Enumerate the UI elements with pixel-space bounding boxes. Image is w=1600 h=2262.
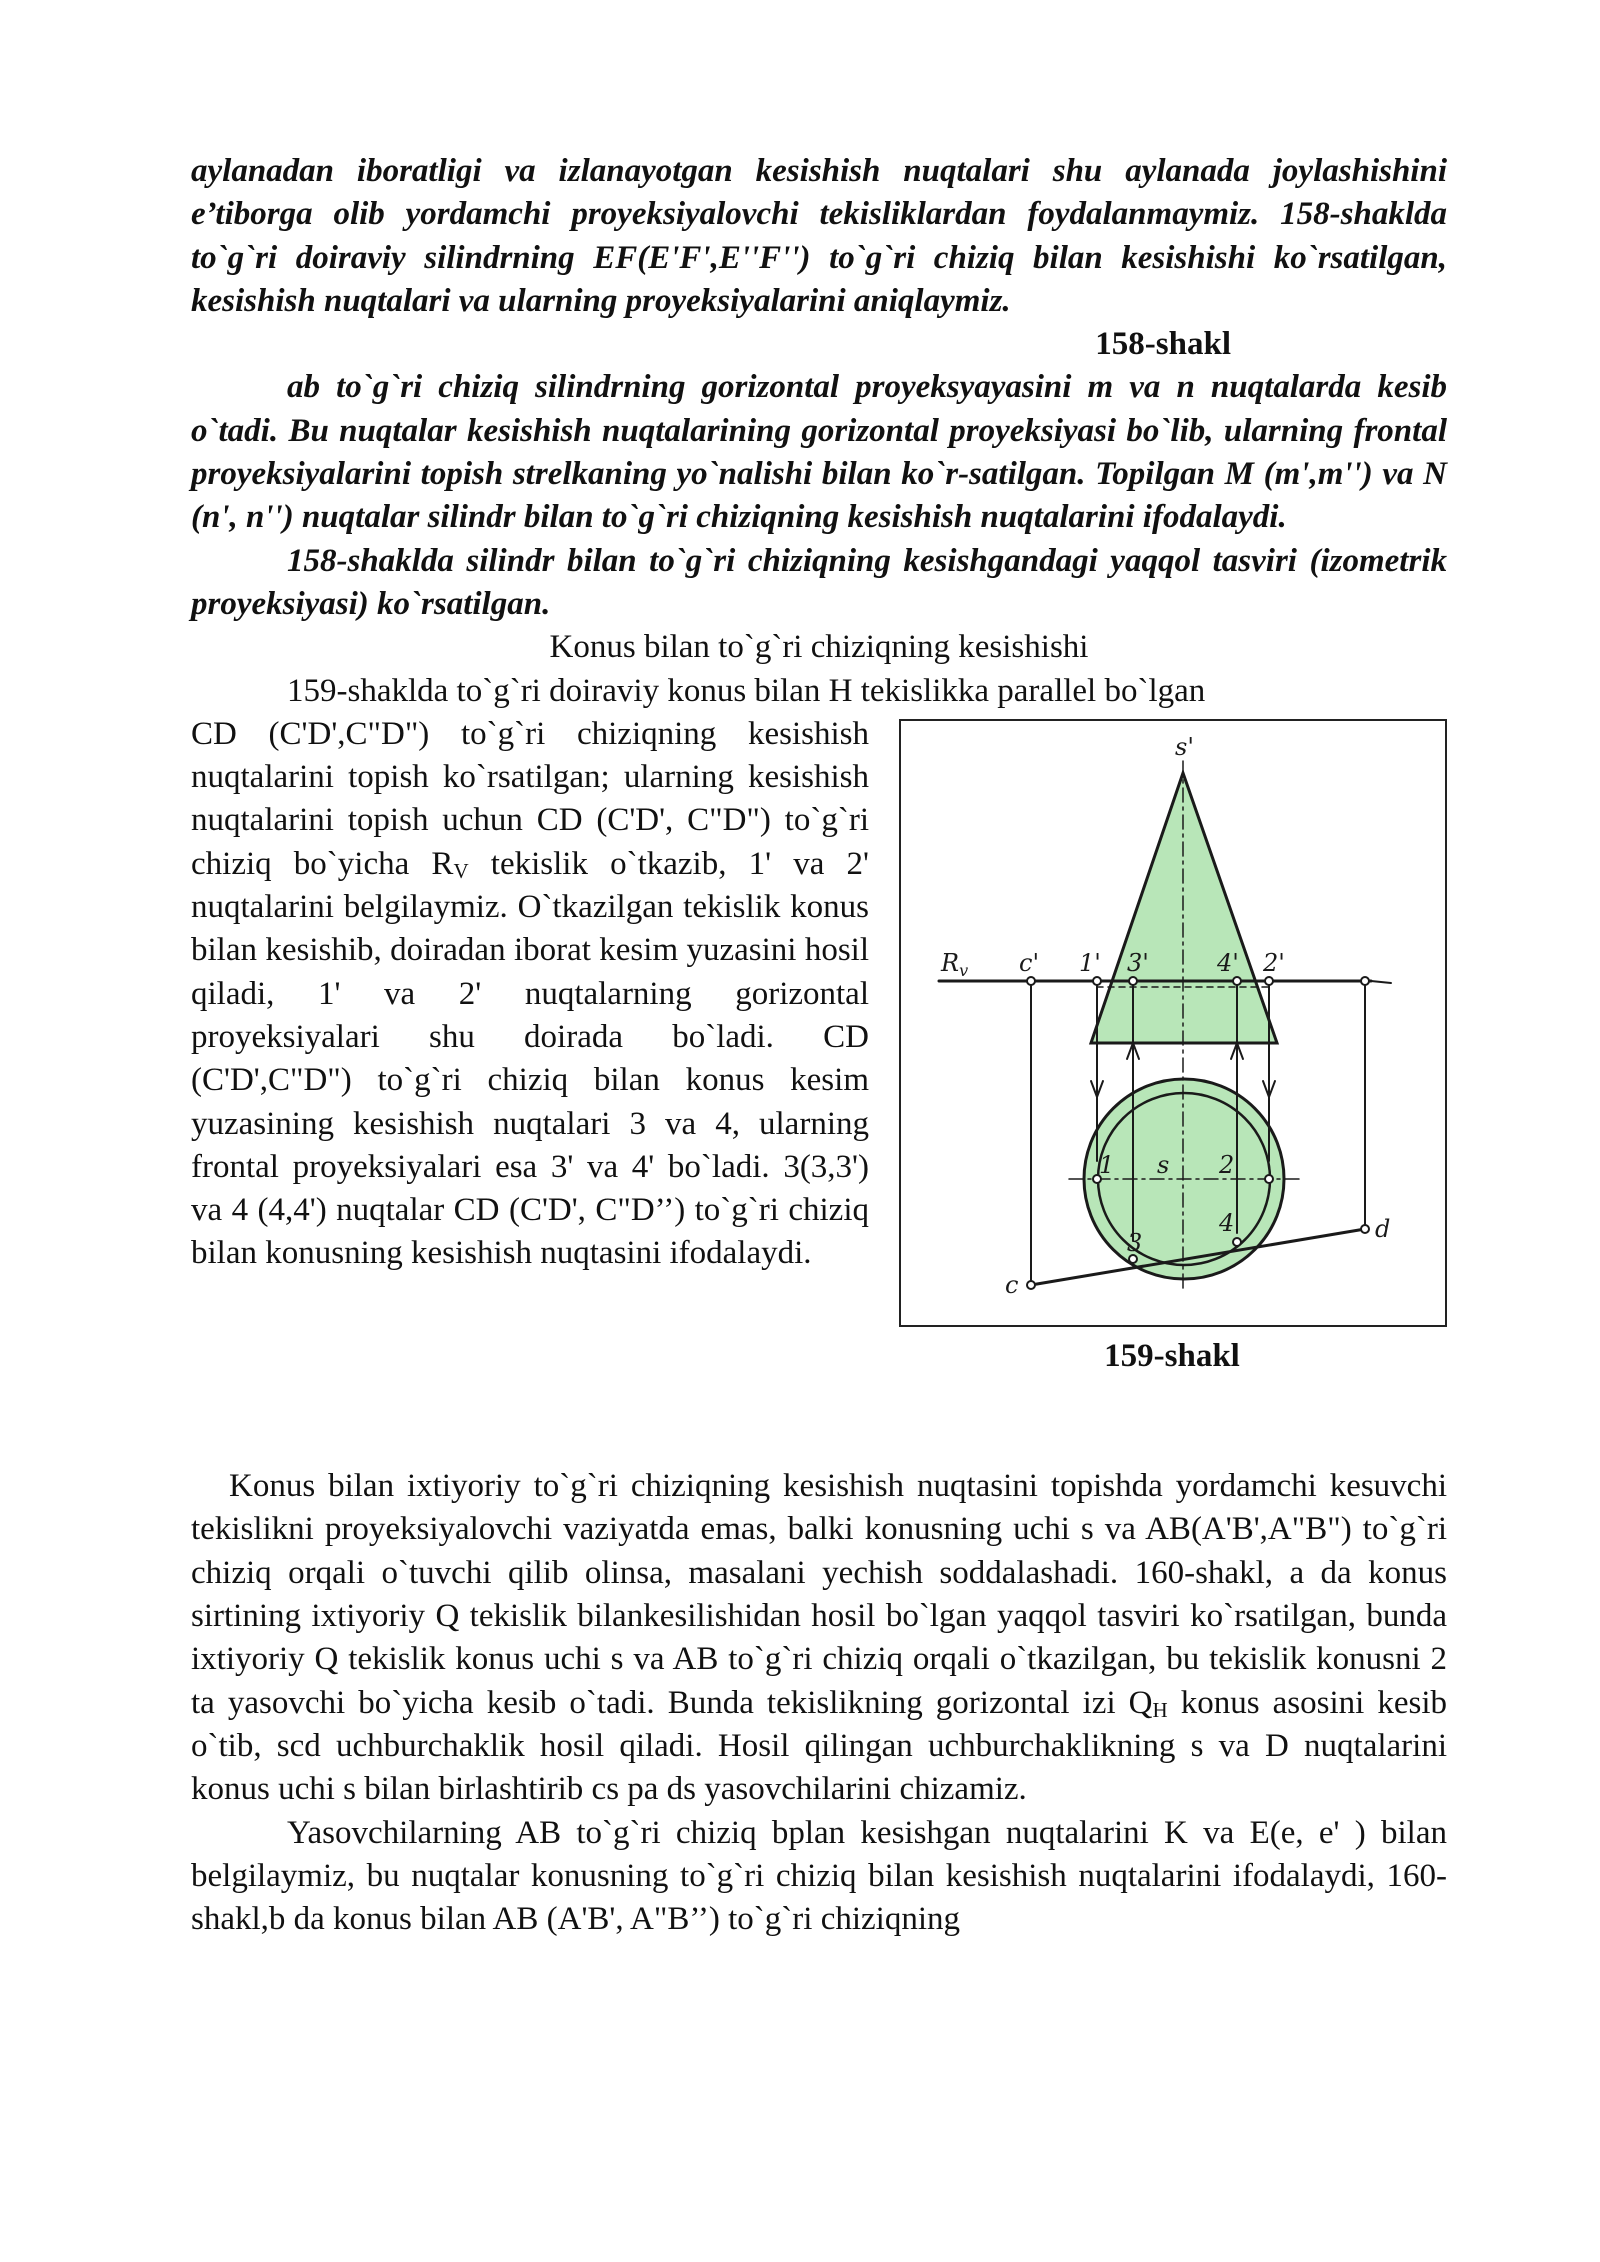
paragraph-intro: aylanadan iboratligi va izlanayotgan kesishish nuqtalari shu aylanada joylashishini e’tiborga olib yordamchi proyeksiyalovchi tekisliklardan foydalanmaymiz. 158-shaklda to`g`ri doiraviy silindrning EF(E'F',E''F'') to`g`ri chiziq bilan kesishishi ko`rsatilgan, kesishish nuqtalari va ularning proyeksiyalarini aniqlaymiz. bbox=[191, 153, 1447, 319]
label-2: 2 bbox=[1219, 1150, 1235, 1179]
figure-wrap bbox=[191, 713, 1447, 1335]
point-3-prime bbox=[1129, 977, 1137, 985]
point-1-prime bbox=[1093, 977, 1101, 985]
label-c: c bbox=[1005, 1270, 1019, 1299]
label-apex: s' bbox=[1175, 732, 1194, 761]
label-plane: $R_v$ bbox=[941, 948, 969, 980]
paragraph-159-start: 159-shaklda to`g`ri doiraviy konus bilan H tekislikka parallel bo`lgan bbox=[287, 672, 1206, 709]
point-2 bbox=[1265, 1175, 1273, 1183]
paragraph-159-body: CD (C'D',C"D") to`g`ri chiziqning kesishish nuqtalarini topish ko`rsatilgan; ularning kesishish nuqtalarini topish uchun CD (C'D', C"D") to`g`ri chiziq bo`yicha $R_V$ tekislik o`tkazib, 1' va 2' nuqtalarini belgilaymiz. O`tkazilgan tekislik konus bilan kesishib, doiradan iborat kesim yuzasini hosil qiladi, 1' va 2' nuqtalarning gorizontal proyeksiyalari shu doirada bo`ladi. CD (C'D',C"D") to`g`ri chiziq bilan konus kesim yuzasining kesishish nuqtalari 3 va 4, ularning frontal proyeksiyalari esa 3' va 4' bo`ladi. 3(3,3') va 4 (4,4') nuqtalar CD (C'D', C"D’’) to`g`ri chiziq bilan konusning kesishish nuqtasini ifodalaydi. bbox=[191, 715, 870, 1272]
plane-rv-tail bbox=[1371, 981, 1391, 983]
label-4-prime: 4' bbox=[1217, 948, 1239, 977]
cone-frontal-projection bbox=[1091, 773, 1277, 1043]
cone-drawing bbox=[901, 721, 1445, 1325]
paragraph-isometric: 158-shaklda silindr bilan to`g`ri chiziqning kesishgandagi yaqqol tasviri (izometrik proyeksiyasi) ko`rsatilgan. bbox=[191, 542, 1447, 622]
point-4-prime bbox=[1233, 977, 1241, 985]
label-4: 4 bbox=[1219, 1208, 1235, 1237]
figure-159-caption: 159-shakl bbox=[1104, 1337, 1240, 1374]
label-2-prime: 2' bbox=[1263, 948, 1285, 977]
label-d: d bbox=[1375, 1214, 1391, 1243]
point-d-prime bbox=[1361, 977, 1369, 985]
label-3: 3 bbox=[1127, 1228, 1143, 1257]
paragraph-ab-line: ab to`g`ri chiziq silindrning gorizontal proyeksyayasini m va n nuqtalarda kesib o`tadi. Bu nuqtalar kesishish nuqtalarining gorizontal proyeksiyasi bo`lib, ularning frontal proyeksiyalarini topish strelkaning yo`nalishi bilan ko`r-satilgan. Topilgan M (m',m'') va N (n', n'') nuqtalar silindr bilan to`g`ri chiziqning kesishish nuqtalarini ifodalaydi. bbox=[191, 369, 1447, 536]
document-page bbox=[191, 150, 1447, 1941]
paragraph-arbitrary-line: Konus bilan ixtiyoriy to`g`ri chiziqning kesishish nuqtasini topishda yordamchi kesuvchi tekislikni proyeksiyalovchi vaziyatda emas, balki konusning uchi s va AB(A'B',A"B") to`g`ri chiziq orqali o`tuvchi qilib olinsa, masalani yechish soddalashadi. 160-shakl, a da konus sirtining ixtiyoriy Q tekislik bilankesilishidan hosil bo`lgan yaqqol tasviri ko`rsatilgan, bunda ixtiyoriy Q tekislik konus uchi s va AB to`g`ri chiziq orqali o`tkazilgan, bu tekislik konusni 2 ta yasovchi bo`yicha kesib o`tadi. Bunda tekislikning gorizontal izi $Q_H$ konus asosini kesib o`tib, scd uchburchaklik hosil qiladi. Hosil qilingan uchburchaklikning s va D nuqtalarini konus uchi s bilan birlashtirib cs pa ds yasovchilarini chizamiz. bbox=[191, 1468, 1448, 1808]
label-3-prime: 3' bbox=[1127, 948, 1149, 977]
figure-158-caption: 158-shakl bbox=[1095, 326, 1231, 363]
point-c bbox=[1027, 1281, 1035, 1289]
point-d bbox=[1361, 1225, 1369, 1233]
label-c-prime: c' bbox=[1019, 948, 1040, 977]
point-c-prime bbox=[1027, 977, 1035, 985]
spacer bbox=[191, 1378, 1447, 1465]
label-1-prime: 1' bbox=[1079, 948, 1101, 977]
point-2-prime bbox=[1265, 977, 1273, 985]
point-4 bbox=[1233, 1238, 1241, 1246]
paragraph-generators: Yasovchilarning AB to`g`ri chiziq bplan kesishgan nuqtalarini K va E(e, e' ) bilan belgilaymiz, bu nuqtalar konusning to`g`ri chiziq bilan kesishish nuqtalarini ifodalaydi, 160-shakl,b da konus bilan AB (A'B', A"B’’) to`g`ri chiziqning bbox=[191, 1814, 1447, 1938]
label-s: s bbox=[1157, 1150, 1170, 1179]
label-1: 1 bbox=[1099, 1150, 1115, 1179]
section-heading: Konus bilan to`g`ri chiziqning kesishishi bbox=[549, 629, 1089, 666]
figure-159 bbox=[899, 719, 1447, 1327]
